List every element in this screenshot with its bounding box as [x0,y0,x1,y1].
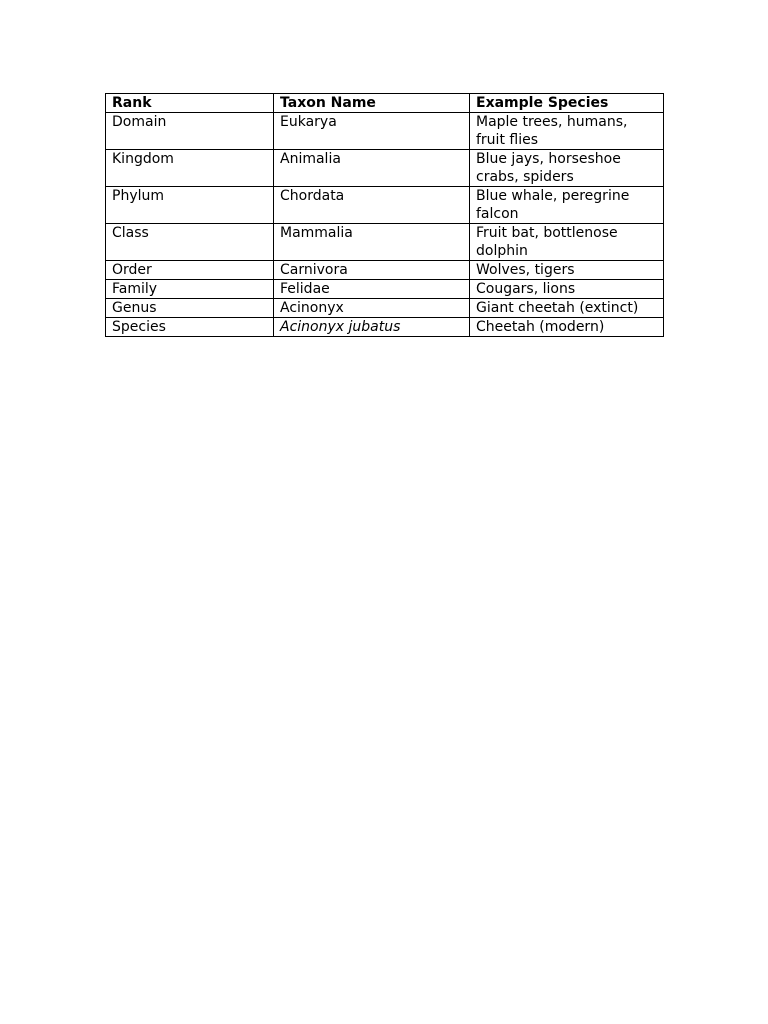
taxon-cell: Acinonyx jubatus [274,318,470,337]
taxon-cell: Carnivora [274,261,470,280]
table-row [106,280,664,299]
table-header-row [106,94,664,113]
rank-cell: Class [106,224,274,261]
table-row [106,113,664,150]
rank-cell: Family [106,280,274,299]
example-cell: Maple trees, humans, fruit flies [470,113,664,150]
taxon-cell: Chordata [274,187,470,224]
rank-cell: Order [106,261,274,280]
rank-cell: Domain [106,113,274,150]
table-row [106,299,664,318]
header-example-species: Example Species [470,94,664,113]
rank-cell: Species [106,318,274,337]
example-cell: Fruit bat, bottlenose dolphin [470,224,664,261]
header-taxon-name: Taxon Name [274,94,470,113]
table-row [106,187,664,224]
rank-cell: Genus [106,299,274,318]
taxonomy-table [105,93,664,337]
example-cell: Wolves, tigers [470,261,664,280]
taxon-cell: Eukarya [274,113,470,150]
taxon-cell: Mammalia [274,224,470,261]
rank-cell: Phylum [106,187,274,224]
example-cell: Cougars, lions [470,280,664,299]
example-cell: Blue whale, peregrine falcon [470,187,664,224]
taxon-cell: Animalia [274,150,470,187]
header-rank: Rank [106,94,274,113]
example-cell: Cheetah (modern) [470,318,664,337]
rank-cell: Kingdom [106,150,274,187]
table-row [106,150,664,187]
table-row [106,318,664,337]
example-cell: Giant cheetah (extinct) [470,299,664,318]
table-row [106,224,664,261]
example-cell: Blue jays, horseshoe crabs, spiders [470,150,664,187]
table-row [106,261,664,280]
taxon-cell: Acinonyx [274,299,470,318]
taxon-cell: Felidae [274,280,470,299]
